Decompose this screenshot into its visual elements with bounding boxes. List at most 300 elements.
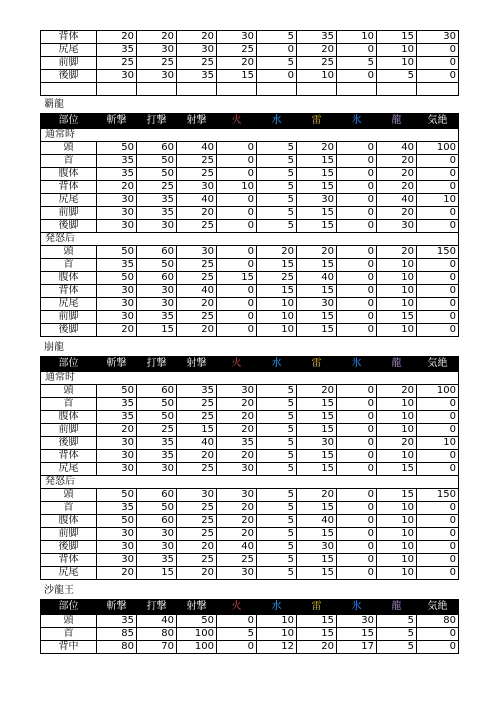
column-header: 斬撃	[97, 114, 137, 129]
state-label: 発怒后	[41, 476, 459, 489]
value-cell: 20	[97, 424, 137, 437]
value-cell: 5	[257, 194, 297, 207]
value-cell: 80	[417, 615, 459, 628]
column-header: 氷	[337, 600, 377, 615]
value-cell: 10	[257, 298, 297, 311]
value-cell: 5	[257, 220, 297, 233]
value-cell: 20	[377, 246, 417, 259]
value-cell: 15	[297, 567, 337, 580]
value-cell: 25	[137, 424, 177, 437]
value-cell: 20	[377, 437, 417, 450]
value-cell: 30	[177, 44, 217, 57]
value-cell: 0	[217, 155, 257, 168]
column-header: 斬撃	[97, 357, 137, 372]
value-cell: 15	[177, 424, 217, 437]
value-cell: 30	[137, 528, 177, 541]
column-header: 水	[257, 600, 297, 615]
part-cell: 尻尾	[41, 567, 97, 580]
value-cell: 0	[337, 424, 377, 437]
part-cell: 後脚	[41, 324, 97, 337]
value-cell: 20	[217, 502, 257, 515]
value-cell: 0	[417, 168, 459, 181]
value-cell: 30	[297, 437, 337, 450]
value-cell: 60	[137, 272, 177, 285]
value-cell: 5	[257, 385, 297, 398]
table-row	[41, 246, 459, 259]
value-cell: 10	[257, 324, 297, 337]
value-cell: 60	[137, 142, 177, 155]
value-cell: 5	[257, 502, 297, 515]
column-header: 部位	[41, 114, 97, 129]
value-cell: 0	[337, 220, 377, 233]
part-cell: 前脚	[41, 311, 97, 324]
value-cell: 20	[217, 528, 257, 541]
value-cell: 35	[177, 70, 217, 83]
value-cell: 0	[417, 628, 459, 641]
value-cell: 10	[257, 311, 297, 324]
value-cell: 20	[297, 246, 337, 259]
value-cell: 40	[297, 515, 337, 528]
column-header: 火	[217, 114, 257, 129]
value-cell: 20	[297, 489, 337, 502]
value-cell: 5	[257, 155, 297, 168]
value-cell: 15	[297, 181, 337, 194]
value-cell: 50	[97, 515, 137, 528]
part-cell: 頭	[41, 246, 97, 259]
value-cell: 0	[417, 411, 459, 424]
value-cell: 0	[337, 246, 377, 259]
value-cell: 15	[377, 31, 417, 44]
value-cell: 15	[297, 424, 337, 437]
value-cell: 35	[177, 385, 217, 398]
part-cell: 背中	[41, 641, 97, 654]
value-cell: 0	[257, 70, 297, 83]
table-row	[41, 641, 459, 654]
value-cell: 30	[97, 463, 137, 476]
value-cell: 30	[217, 489, 257, 502]
value-cell: 20	[217, 450, 257, 463]
value-cell: 150	[417, 489, 459, 502]
value-cell: 0	[217, 259, 257, 272]
part-cell: 腹体	[41, 411, 97, 424]
value-cell: 15	[297, 220, 337, 233]
value-cell: 20	[257, 246, 297, 259]
part-cell: 後脚	[41, 70, 97, 83]
state-label: 発怒后	[41, 233, 459, 246]
value-cell: 0	[417, 528, 459, 541]
value-cell: 35	[137, 450, 177, 463]
column-header: 射撃	[177, 114, 217, 129]
value-cell: 0	[217, 285, 257, 298]
value-cell: 30	[177, 246, 217, 259]
state-label: 通常时	[41, 372, 459, 385]
value-cell: 40	[177, 437, 217, 450]
value-cell: 25	[177, 554, 217, 567]
value-cell: 15	[297, 502, 337, 515]
value-cell: 30	[97, 554, 137, 567]
weakness-table	[40, 113, 459, 337]
value-cell: 0	[337, 450, 377, 463]
column-header: 打撃	[137, 114, 177, 129]
value-cell: 5	[257, 541, 297, 554]
value-cell: 35	[137, 554, 177, 567]
value-cell: 0	[417, 463, 459, 476]
value-cell: 0	[337, 194, 377, 207]
value-cell: 10	[377, 57, 417, 70]
value-cell: 20	[177, 450, 217, 463]
value-cell: 0	[217, 168, 257, 181]
value-cell: 5	[257, 31, 297, 44]
column-header: 龍	[377, 357, 417, 372]
value-cell: 20	[377, 385, 417, 398]
value-cell: 0	[417, 70, 459, 83]
value-cell: 5	[377, 70, 417, 83]
value-cell: 15	[297, 463, 337, 476]
column-header: 部位	[41, 600, 97, 615]
value-cell: 30	[177, 181, 217, 194]
value-cell: 0	[417, 44, 459, 57]
value-cell: 0	[217, 298, 257, 311]
value-cell: 10	[417, 437, 459, 450]
value-cell: 0	[417, 398, 459, 411]
column-header: 雷	[297, 600, 337, 615]
value-cell: 0	[417, 285, 459, 298]
value-cell: 5	[257, 554, 297, 567]
value-cell: 50	[137, 168, 177, 181]
value-cell: 15	[137, 567, 177, 580]
table-row	[41, 168, 459, 181]
value-cell: 10	[257, 615, 297, 628]
value-cell: 10	[377, 259, 417, 272]
value-cell: 25	[177, 528, 217, 541]
table-row	[41, 259, 459, 272]
part-cell: 尻尾	[41, 194, 97, 207]
value-cell: 0	[337, 489, 377, 502]
value-cell: 50	[97, 272, 137, 285]
value-cell: 25	[177, 272, 217, 285]
part-cell: 腹体	[41, 272, 97, 285]
value-cell: 10	[377, 567, 417, 580]
column-header: 氷	[337, 357, 377, 372]
value-cell: 40	[137, 615, 177, 628]
value-cell: 0	[417, 502, 459, 515]
value-cell: 100	[417, 385, 459, 398]
value-cell: 17	[337, 641, 377, 654]
value-cell: 0	[337, 259, 377, 272]
value-cell: 30	[217, 567, 257, 580]
value-cell: 30	[97, 207, 137, 220]
value-cell: 0	[337, 155, 377, 168]
value-cell: 15	[297, 554, 337, 567]
value-cell: 20	[217, 57, 257, 70]
value-cell: 30	[97, 285, 137, 298]
value-cell: 50	[137, 502, 177, 515]
value-cell: 5	[217, 628, 257, 641]
value-cell: 0	[337, 398, 377, 411]
value-cell: 35	[137, 311, 177, 324]
value-cell: 0	[337, 181, 377, 194]
value-cell: 30	[177, 489, 217, 502]
part-cell: 前脚	[41, 528, 97, 541]
value-cell: 10	[377, 554, 417, 567]
value-cell: 20	[177, 207, 217, 220]
value-cell: 30	[297, 541, 337, 554]
value-cell: 0	[337, 70, 377, 83]
value-cell: 0	[417, 298, 459, 311]
value-cell: 5	[257, 57, 297, 70]
value-cell: 30	[97, 194, 137, 207]
value-cell: 5	[257, 567, 297, 580]
value-cell: 0	[417, 181, 459, 194]
value-cell: 10	[377, 541, 417, 554]
value-cell: 0	[217, 324, 257, 337]
column-header: 水	[257, 114, 297, 129]
value-cell: 20	[97, 567, 137, 580]
value-cell: 30	[377, 220, 417, 233]
value-cell: 5	[257, 424, 297, 437]
part-cell: 尻尾	[41, 463, 97, 476]
value-cell: 80	[97, 641, 137, 654]
value-cell: 0	[217, 142, 257, 155]
value-cell	[297, 83, 337, 96]
table-row	[41, 207, 459, 220]
value-cell: 0	[337, 272, 377, 285]
value-cell: 0	[337, 168, 377, 181]
value-cell	[177, 83, 217, 96]
value-cell: 30	[97, 70, 137, 83]
value-cell: 20	[137, 31, 177, 44]
value-cell: 15	[297, 324, 337, 337]
value-cell: 35	[137, 207, 177, 220]
column-header: 氷	[337, 114, 377, 129]
value-cell	[137, 83, 177, 96]
value-cell: 15	[257, 259, 297, 272]
value-cell: 20	[297, 385, 337, 398]
table-row	[41, 272, 459, 285]
value-cell: 10	[377, 515, 417, 528]
value-cell: 30	[97, 311, 137, 324]
column-header: 部位	[41, 357, 97, 372]
table-row	[41, 181, 459, 194]
table-row	[41, 463, 459, 476]
value-cell: 25	[177, 398, 217, 411]
part-cell: 背体	[41, 285, 97, 298]
table-row	[41, 502, 459, 515]
value-cell: 35	[97, 615, 137, 628]
value-cell: 15	[297, 285, 337, 298]
table-row	[41, 324, 459, 337]
value-cell: 5	[257, 168, 297, 181]
table-row	[41, 83, 459, 96]
value-cell: 0	[417, 207, 459, 220]
value-cell: 25	[177, 502, 217, 515]
value-cell: 40	[177, 285, 217, 298]
part-cell: 背体	[41, 181, 97, 194]
table-row	[41, 424, 459, 437]
value-cell: 20	[377, 181, 417, 194]
column-header: 斬撃	[97, 600, 137, 615]
value-cell: 70	[137, 641, 177, 654]
continued-table	[40, 30, 459, 96]
value-cell: 30	[97, 450, 137, 463]
part-cell: 首	[41, 628, 97, 641]
value-cell: 25	[297, 57, 337, 70]
value-cell: 15	[297, 628, 337, 641]
value-cell	[417, 83, 459, 96]
value-cell: 0	[337, 311, 377, 324]
value-cell: 40	[297, 272, 337, 285]
table-row	[41, 155, 459, 168]
value-cell: 20	[97, 324, 137, 337]
value-cell: 20	[297, 641, 337, 654]
value-cell: 35	[297, 31, 337, 44]
table-row	[41, 220, 459, 233]
value-cell: 25	[217, 554, 257, 567]
value-cell: 10	[257, 628, 297, 641]
value-cell: 25	[177, 411, 217, 424]
part-cell: 首	[41, 155, 97, 168]
value-cell: 30	[97, 541, 137, 554]
part-cell: 尻尾	[41, 298, 97, 311]
value-cell: 0	[337, 528, 377, 541]
value-cell: 0	[337, 437, 377, 450]
value-cell: 0	[417, 311, 459, 324]
value-cell: 30	[337, 615, 377, 628]
value-cell: 35	[137, 437, 177, 450]
table-row	[41, 567, 459, 580]
value-cell: 35	[97, 259, 137, 272]
value-cell	[337, 83, 377, 96]
value-cell: 0	[417, 450, 459, 463]
value-cell: 0	[417, 220, 459, 233]
value-cell: 0	[337, 324, 377, 337]
value-cell: 20	[377, 155, 417, 168]
part-cell: 後脚	[41, 437, 97, 450]
table-row	[41, 385, 459, 398]
value-cell: 5	[257, 489, 297, 502]
value-cell: 0	[337, 207, 377, 220]
value-cell: 10	[377, 411, 417, 424]
column-header: 気絶	[417, 357, 459, 372]
table-row	[41, 411, 459, 424]
part-cell: 首	[41, 502, 97, 515]
part-cell: 頭	[41, 489, 97, 502]
value-cell: 20	[377, 168, 417, 181]
value-cell: 10	[377, 424, 417, 437]
weakness-table	[40, 599, 459, 654]
value-cell: 0	[417, 155, 459, 168]
value-cell: 15	[297, 450, 337, 463]
column-header: 気絶	[417, 114, 459, 129]
value-cell: 15	[297, 528, 337, 541]
table-row	[41, 450, 459, 463]
column-header: 水	[257, 357, 297, 372]
value-cell: 25	[137, 181, 177, 194]
value-cell: 0	[337, 285, 377, 298]
value-cell: 30	[97, 528, 137, 541]
column-header: 龍	[377, 600, 417, 615]
value-cell: 35	[97, 411, 137, 424]
table-row	[41, 44, 459, 57]
value-cell: 50	[97, 246, 137, 259]
value-cell: 30	[137, 463, 177, 476]
value-cell: 5	[377, 615, 417, 628]
value-cell: 25	[97, 57, 137, 70]
value-cell: 35	[217, 437, 257, 450]
table-row	[41, 31, 459, 44]
column-header: 雷	[297, 114, 337, 129]
part-cell: 腹体	[41, 515, 97, 528]
column-header: 打撃	[137, 357, 177, 372]
value-cell	[377, 83, 417, 96]
value-cell: 15	[297, 398, 337, 411]
value-cell: 100	[417, 142, 459, 155]
value-cell: 35	[97, 44, 137, 57]
table-row	[41, 142, 459, 155]
value-cell: 10	[377, 324, 417, 337]
table-row	[41, 554, 459, 567]
table-row	[41, 615, 459, 628]
value-cell: 25	[177, 57, 217, 70]
value-cell: 20	[97, 181, 137, 194]
value-cell: 10	[297, 70, 337, 83]
table-row	[41, 398, 459, 411]
value-cell: 30	[217, 31, 257, 44]
value-cell: 0	[417, 259, 459, 272]
value-cell: 25	[177, 168, 217, 181]
value-cell: 50	[97, 489, 137, 502]
table-row	[41, 70, 459, 83]
value-cell: 0	[337, 298, 377, 311]
table-row	[41, 489, 459, 502]
value-cell: 0	[417, 57, 459, 70]
value-cell: 0	[337, 567, 377, 580]
table-row	[41, 298, 459, 311]
part-cell: 後脚	[41, 541, 97, 554]
value-cell: 10	[377, 528, 417, 541]
value-cell: 30	[137, 285, 177, 298]
value-cell: 15	[297, 207, 337, 220]
value-cell: 0	[417, 567, 459, 580]
value-cell: 20	[177, 541, 217, 554]
value-cell: 15	[377, 311, 417, 324]
value-cell: 15	[297, 168, 337, 181]
value-cell: 35	[137, 194, 177, 207]
value-cell: 20	[377, 207, 417, 220]
value-cell: 15	[297, 155, 337, 168]
value-cell: 5	[257, 398, 297, 411]
value-cell: 15	[297, 615, 337, 628]
value-cell: 15	[217, 272, 257, 285]
part-cell: 背体	[41, 554, 97, 567]
part-cell: 背体	[41, 450, 97, 463]
value-cell: 0	[217, 246, 257, 259]
table-row	[41, 515, 459, 528]
value-cell: 0	[337, 502, 377, 515]
value-cell: 50	[97, 142, 137, 155]
value-cell: 0	[417, 554, 459, 567]
value-cell: 5	[257, 207, 297, 220]
value-cell: 25	[217, 44, 257, 57]
value-cell: 10	[377, 44, 417, 57]
value-cell: 10	[377, 398, 417, 411]
value-cell: 40	[177, 142, 217, 155]
section-title: 沙龍王	[44, 585, 74, 596]
column-header: 火	[217, 357, 257, 372]
value-cell: 25	[137, 57, 177, 70]
column-header: 火	[217, 600, 257, 615]
value-cell: 5	[337, 57, 377, 70]
